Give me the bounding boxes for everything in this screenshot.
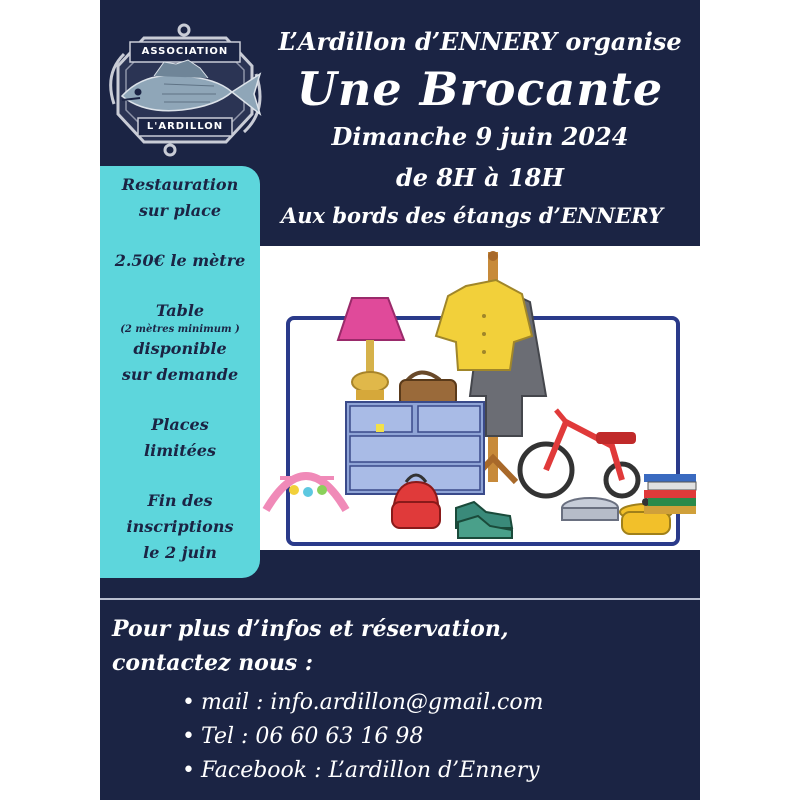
flea-market-items-illustration [260, 246, 700, 550]
contact-tel [182, 720, 692, 754]
price-line: 2.50€ le mètre [114, 251, 246, 270]
association-logo [104, 14, 266, 162]
contact-mail [182, 686, 692, 720]
fin-line-3: le 2 juin [143, 543, 217, 562]
fin-line-2: inscriptions [126, 517, 234, 536]
bullet: • [182, 724, 195, 749]
disponible-line: disponible [133, 339, 227, 358]
contact-tel-text[interactable]: Tel : 06 60 63 16 98 [200, 724, 424, 749]
poster [100, 0, 700, 800]
event-date: Dimanche 9 juin 2024 [331, 122, 629, 151]
table-note: (2 mètres minimum ) [120, 324, 240, 335]
places-line: Places [151, 415, 209, 434]
header [260, 22, 700, 234]
info-sidebar [100, 166, 260, 578]
logo-bottom-text: L'ARDILLON [146, 121, 224, 132]
contact-list [182, 686, 692, 788]
restauration-line-2: sur place [138, 201, 222, 220]
books-icon [644, 474, 696, 514]
contact-mail-text[interactable]: mail : info.ardillon@gmail.com [200, 690, 544, 715]
contact-facebook-text[interactable]: Facebook : L’ardillon d’Ennery [200, 758, 540, 783]
fish-emblem-icon [104, 14, 266, 162]
table-line: Table [155, 301, 205, 320]
event-title: Une Brocante [296, 62, 664, 116]
limitees-line: limitées [144, 441, 216, 460]
divider [100, 598, 700, 600]
event-location: Aux bords des étangs d’ENNERY [280, 203, 664, 228]
fin-line-1: Fin des [147, 491, 213, 510]
contact-facebook [182, 754, 692, 788]
logo-top-text: ASSOCIATION [141, 46, 229, 57]
event-hours: de 8H à 18H [395, 163, 565, 192]
tin-box-icon [562, 498, 618, 520]
bullet: • [182, 690, 195, 715]
contact-section [112, 612, 692, 788]
restauration-line-1: Restauration [121, 175, 239, 194]
sur-demande-line: sur demande [121, 365, 239, 384]
organizer-line: L’Ardillon d’ENNERY organise [278, 27, 682, 56]
bullet: • [182, 758, 195, 783]
contact-heading-1: Pour plus d’infos et réservation, [112, 616, 509, 642]
dresser-icon [346, 402, 484, 494]
contact-heading-2: contactez nous : [112, 650, 314, 676]
